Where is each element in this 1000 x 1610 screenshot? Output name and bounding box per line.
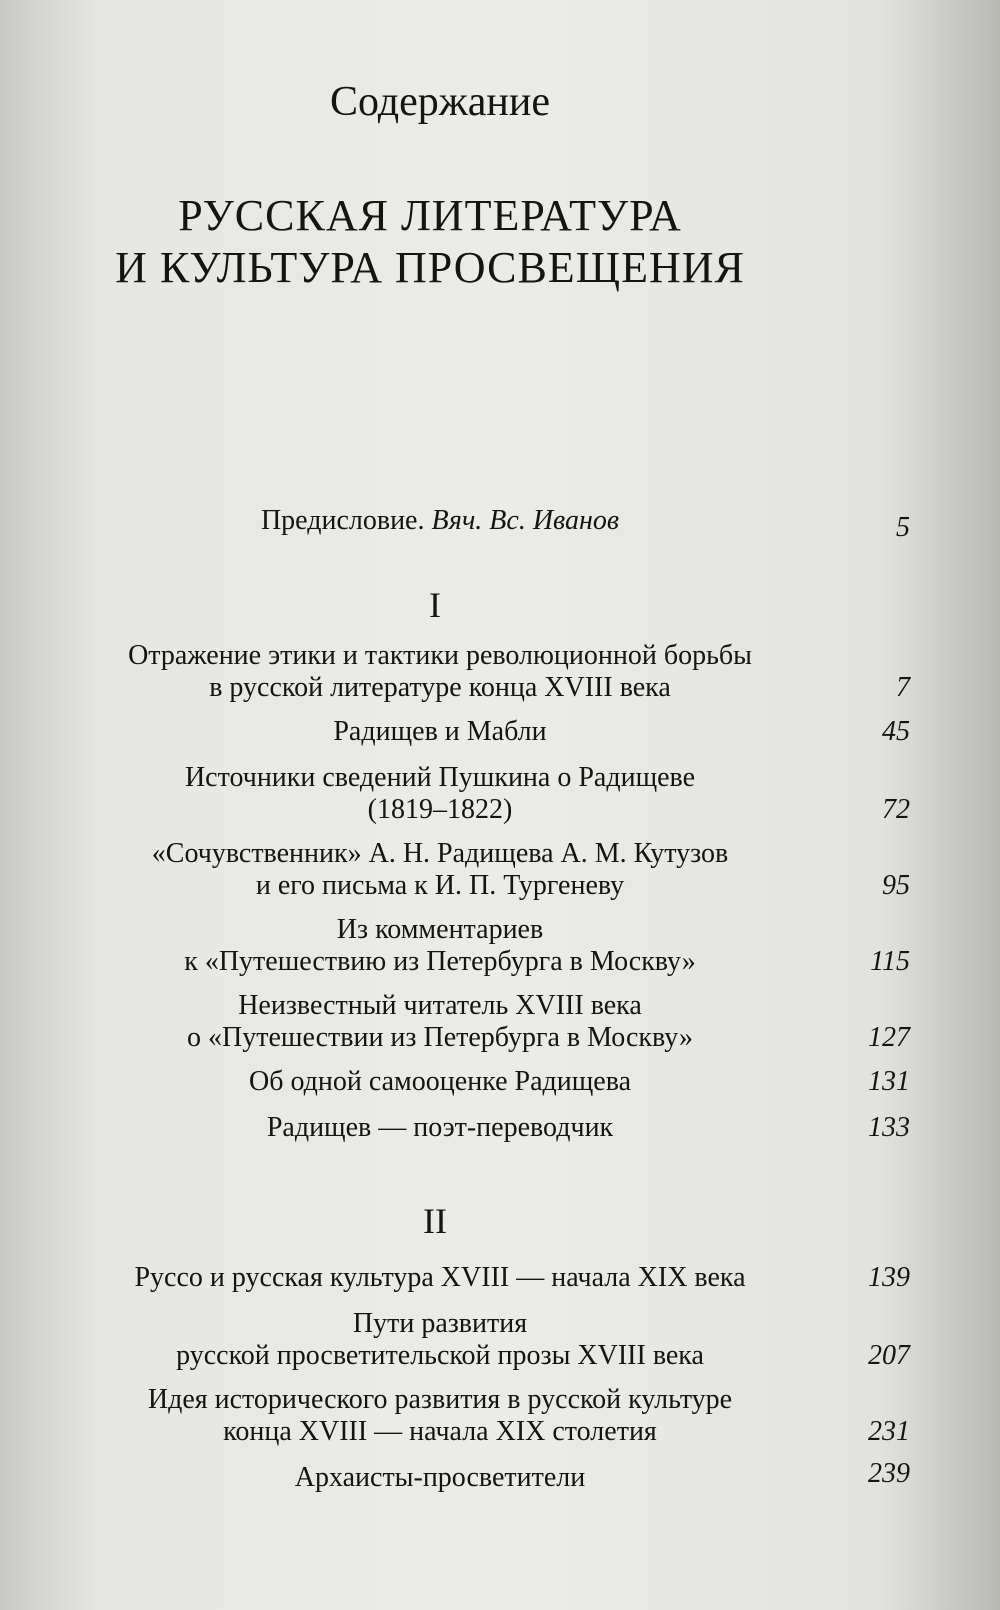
toc-entry-line: Идея исторического развития в русской культуре	[147, 1384, 733, 1415]
toc-entry	[40, 1462, 840, 1494]
book-title-line-2: И КУЛЬТУРА ПРОСВЕЩЕНИЯ	[115, 243, 745, 292]
page-number: 139	[868, 1262, 910, 1293]
toc-entry	[40, 1066, 840, 1098]
toc-entry	[40, 1384, 840, 1448]
toc-entry-line: Об одной самооценке Радищева	[248, 1066, 632, 1097]
page-number: 115	[870, 946, 910, 977]
toc-entry-line: Отражение этики и тактики революционной борьбы	[128, 640, 752, 671]
preface-label: Предисловие.	[260, 505, 425, 536]
toc-entry-line: Архаисты-просветители	[294, 1462, 586, 1493]
page-number: 72	[882, 794, 910, 825]
page-number: 207	[868, 1340, 910, 1371]
page-number: 127	[868, 1022, 910, 1053]
page-number: 7	[896, 672, 910, 703]
page-number: 131	[868, 1066, 910, 1097]
toc-entry-line: Пути развития	[352, 1308, 528, 1339]
page-number: 45	[882, 716, 910, 747]
toc-entry-line: и его письма к И. П. Тургеневу	[255, 870, 625, 901]
toc-entry-line: к «Путешествию из Петербурга в Москву»	[184, 946, 696, 977]
toc-entry-line: русской просветительской прозы XVIII века	[176, 1340, 704, 1371]
contents-heading: Содержание	[329, 79, 551, 125]
toc-entry	[40, 1112, 840, 1144]
toc-entry	[40, 1262, 840, 1294]
toc-entry-line: Радищев и Мабли	[333, 716, 547, 747]
toc-entry	[40, 1308, 840, 1372]
toc-entry	[40, 990, 840, 1054]
toc-entry-line: в русской литературе конца XVIII века	[209, 672, 671, 703]
toc-entry-line: конца XVIII — начала XIX столетия	[223, 1416, 657, 1447]
toc-entry-line: (1819–1822)	[367, 794, 513, 825]
toc-entry-line: Источники сведений Пушкина о Радищеве	[184, 762, 696, 793]
toc-entry-line: о «Путешествии из Петербурга в Москву»	[187, 1022, 693, 1053]
toc-entry-line: Радищев — поэт-переводчик	[266, 1112, 614, 1143]
toc-entry	[40, 640, 840, 704]
toc-entry-line: Руссо и русская культура XVIII — начала XIX века	[134, 1262, 746, 1293]
section-numeral-2: II	[423, 1201, 447, 1241]
toc-entry	[40, 716, 840, 748]
toc-entry-line: «Сочувственник» А. Н. Радищева А. М. Кутузов	[151, 838, 729, 869]
preface-author: Вяч. Вс. Иванов	[431, 505, 620, 536]
page-number: 231	[868, 1416, 910, 1447]
page-number: 95	[882, 870, 910, 901]
toc-entry	[40, 762, 840, 826]
toc-entry	[40, 838, 840, 902]
book-title-line-1: РУССКАЯ ЛИТЕРАТУРА	[178, 191, 682, 240]
toc-entry-line: Из комментариев	[336, 914, 544, 945]
page-number: 239	[868, 1458, 910, 1489]
toc-entry-line: Неизвестный читатель XVIII века	[238, 990, 642, 1021]
section-numeral-1: I	[429, 585, 441, 625]
toc-entry	[40, 914, 840, 978]
toc-entry-preface	[40, 505, 840, 537]
book-title	[0, 190, 860, 294]
page-number: 5	[896, 512, 910, 543]
page-number: 133	[868, 1112, 910, 1143]
